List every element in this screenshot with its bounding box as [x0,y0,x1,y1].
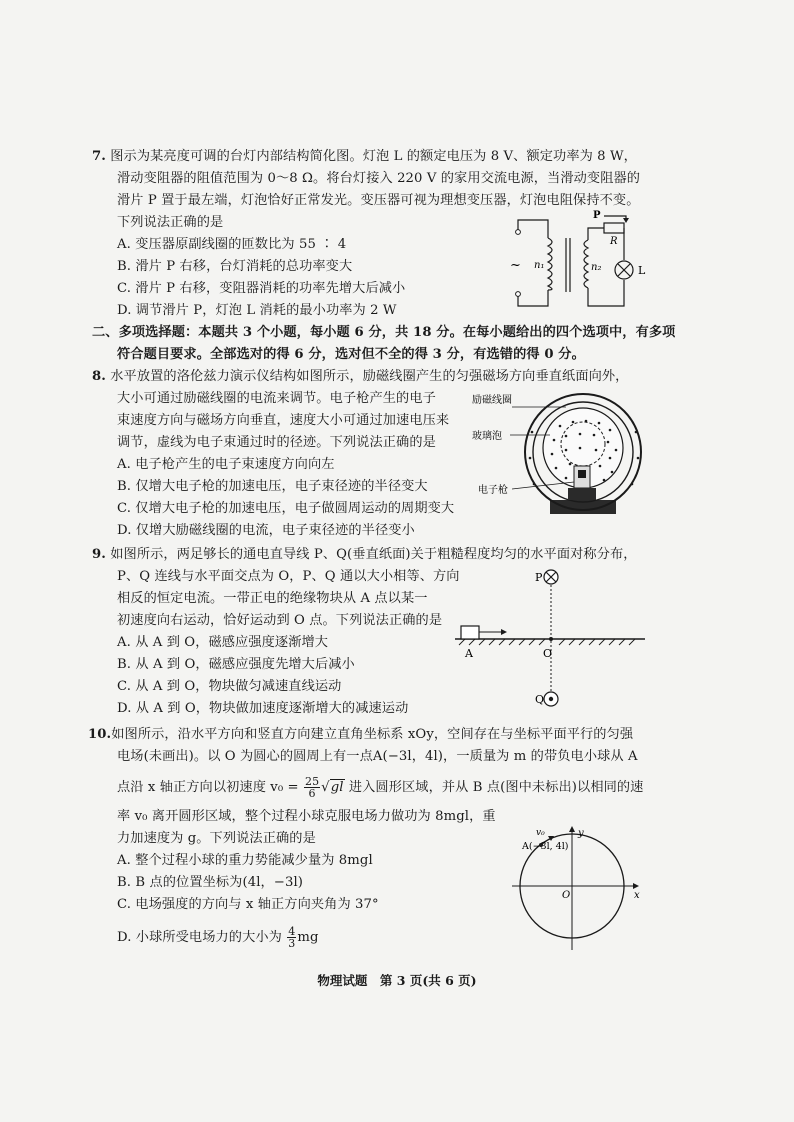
glass-bulb-label: 玻璃泡 [472,431,502,442]
fraction-numerator: 25 [304,775,320,788]
q10-circle-coordinate-figure [508,826,648,956]
q8-line-3: 束速度方向与磁场方向垂直，速度大小可通过加速电压来 [117,413,450,428]
q9-option-d: D. 从 A 到 O，物块做加速度逐渐增大的减速运动 [117,701,409,716]
fraction-denominator: 6 [308,787,316,800]
q7-text-1: 图示为某亮度可调的台灯内部结构简化图。灯泡 L 的额定电压为 8 V、额定功率为 8 W， [110,149,637,164]
q10-option-d [117,926,319,949]
q7-line-2: 滑动变阻器的阻值范围为 0～8 Ω。将台灯接入 220 V 的家用交流电源，当滑动变阻器的 [117,171,641,186]
q10-line-5: 力加速度为 g。下列说法正确的是 [117,831,316,846]
q9-line-1 [92,546,637,564]
point-a-label: A [465,647,473,660]
origin-o-label: O [562,890,571,901]
q7-number: 7. [92,149,106,164]
q7-option-d: D. 调节滑片 P，灯泡 L 消耗的最小功率为 2 W [117,303,397,318]
q8-option-a: A. 电子枪产生的电子束速度方向向左 [117,457,335,472]
q8-option-b: B. 仅增大电子枪的加速电压，电子束径迹的半径变大 [117,479,428,494]
q7-option-c: C. 滑片 P 右移，变阻器消耗的功率先增大后减小 [117,281,406,296]
force-fraction-numerator: 4 [288,925,296,938]
q10-line-1 [88,726,633,744]
q9-line-4: 初速度向右运动，恰好运动到 O 点。下列说法正确的是 [117,613,443,628]
q10-line-2: 电场(未画出)。以 O 为圆心的圆周上有一点A(−3l，4l)，一质量为 m 的带负电小球从 A [117,749,638,764]
q10-line-4: 率 v₀ 离开圆形区域，整个过程小球克服电场力做功为 8mgl，重 [117,809,496,824]
v0-label: v₀ [536,828,545,838]
section-2-line-1: 二、多项选择题：本题共 3 个小题，每小题 6 分，共 18 分。在每小题给出的四个选项中，有多项 [92,325,676,340]
q7-option-b: B. 滑片 P 右移，台灯消耗的总功率变大 [117,259,353,274]
lamp-l-label: L [638,264,646,277]
point-o-label: O [543,647,553,660]
q8-option-c: C. 仅增大电子枪的加速电压，电子做圆周运动的周期变大 [117,501,455,516]
q9-option-c: C. 从 A 到 O，物块做匀减速直线运动 [117,679,342,694]
q10-text-1: 如图所示，沿水平方向和竖直方向建立直角坐标系 xOy，空间存在与坐标平面平行的匀强 [111,727,634,742]
q8-text-1: 水平放置的洛伦兹力演示仪结构如图所示，励磁线圈产生的匀强磁场方向垂直纸面向外， [110,369,629,384]
axis-y-label: y [578,828,584,839]
q8-lorentz-apparatus-figure [470,392,660,522]
q8-line-2: 大小可通过励磁线圈的电流来调节。电子枪产生的电子 [117,391,436,406]
n2-label: n₂ [591,262,602,273]
q9-line-2: P、Q 连线与水平面交点为 O，P、Q 通以大小相等、方向 [117,569,460,584]
electron-gun-label: 电子枪 [478,485,508,496]
wire-q-label: Q [535,693,545,706]
q7-option-a: A. 变压器原副线圈的匝数比为 55 ∶ 4 [117,237,347,252]
q10-text-3a: 点沿 x 轴正方向以初速度 v₀ = [117,780,299,795]
q8-line-4: 调节，虚线为电子束通过时的径迹。下列说法正确的是 [117,435,436,450]
resistor-r-label: R [610,236,618,247]
q10-text-3b: 进入圆形区域，并从 B 点(图中未标出)以相同的速 [348,780,644,795]
q9-text-1: 如图所示，两足够长的通电直导线 P、Q(垂直纸面)关于粗糙程度均匀的水平面对称分布， [110,547,637,562]
q7-line-3: 滑片 P 置于最左端，灯泡恰好正常发光。变压器可视为理想变压器，灯泡电阻保持不变。 [117,193,640,208]
slider-p-label: P [593,210,601,221]
q7-line-1 [92,148,637,166]
q9-wires-figure [455,565,655,715]
q9-line-3: 相反的恒定电流。一带正电的绝缘物块从 A 点以某一 [117,591,428,606]
initial-velocity-fraction [304,776,320,799]
force-fraction-denominator: 3 [288,937,296,950]
section-2-line-2: 符合题目要求。全部选对的得 6 分，选对但不全的得 3 分，有选错的得 0 分。 [117,347,585,362]
axis-x-label: x [634,890,640,901]
q8-number: 8. [92,369,106,384]
q10-option-d-mg: mg [297,930,319,945]
point-a-coordinate-label: A(−3l, 4l) [522,841,569,852]
wire-p-label: P [535,571,543,584]
excitation-coil-label: 励磁线圈 [472,395,512,406]
force-fraction [287,926,296,949]
ac-source-symbol: ~ [510,258,521,273]
q10-number: 10. [88,727,112,742]
q7-line-4: 下列说法正确的是 [117,215,224,230]
q10-option-b: B. B 点的位置坐标为(4l，−3l) [117,875,304,890]
page-footer: 物理试题 第 3 页(共 6 页) [317,973,477,988]
sqrt-gl: gl [330,780,344,795]
q8-line-1 [92,368,628,386]
q9-number: 9. [92,547,106,562]
q10-line-3: 点沿 x 轴正方向以初速度 v₀ = $\frac{25}{6}$ √gl 进入圆形区域，并从 B 点(图中未标出)以相同的速 [117,775,644,800]
q7-transformer-circuit-figure [500,208,660,316]
q10-option-c: C. 电场强度的方向与 x 轴正方向夹角为 37° [117,897,379,912]
q9-option-a: A. 从 A 到 O，磁感应强度逐渐增大 [117,635,329,650]
q10-option-a: A. 整个过程小球的重力势能减少量为 8mgl [117,853,373,868]
q9-option-b: B. 从 A 到 O，磁感应强度先增大后减小 [117,657,355,672]
q8-option-d: D. 仅增大励磁线圈的电流，电子束径迹的半径变小 [117,523,415,538]
n1-label: n₁ [534,260,545,271]
q10-option-d-text: D. 小球所受电场力的大小为 [117,930,282,945]
